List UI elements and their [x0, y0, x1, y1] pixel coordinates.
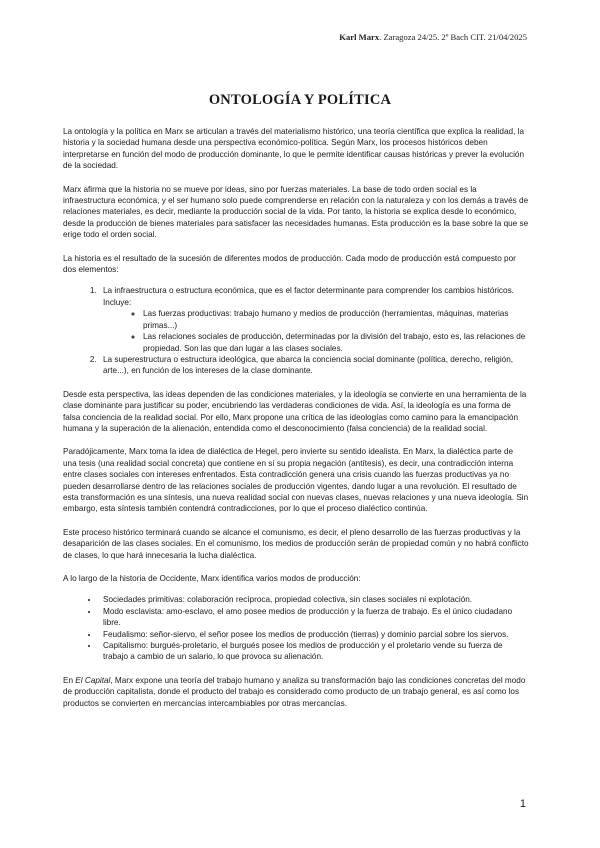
- modes-list: [63, 594, 529, 662]
- list-item-infrastructure: [99, 285, 529, 353]
- list-item-primitive: • Sociedades primitivas: colaboración recíproca, propiedad colectiva, sin clases sociales ni explotación.: [99, 594, 529, 605]
- paragraph-material-forces: Marx afirma que la historia no se mueve por ideas, sino por fuerzas materiales. La base de todo orden social es la infraestructura económica, y el ser humano solo puede comprenderse en relación con la naturaleza y con los demás a través de relaciones materiales, es decir, mediante la producción social de la vida. Por tanto, la historia se explica desde lo económico, desde la producción de bienes materiales para satisfacer las necesidades humanas. Esta producción es la base sobre la que se erige todo el orden social.: [63, 184, 529, 240]
- page-number: 1: [519, 798, 526, 810]
- sublist-item-productive-forces: ◦ Las fuerzas productivas: trabajo humano y medios de producción (herramientas, máquinas, materias primas...): [143, 308, 529, 331]
- capital-book-title: El Capital: [75, 675, 111, 685]
- elements-list: [63, 285, 529, 376]
- paragraph-dialectic: Paradójicamente, Marx toma la idea de dialéctica de Hegel, pero invierte su sentido idealista. En Marx, la dialéctica parte de una tesis (una realidad social concreta) que contiene en sí su propia negación (antítesis), es decir, una contradicción interna entre clases sociales con intereses enfrentados. Esta contradicción genera una crisis cuando las fuerzas productivas ya no pueden desarrollarse dentro de las relaciones sociales de producción vigentes, dando lugar a una revolución. El resultado de esta transformación es una síntesis, una nueva realidad social con nuevas clases, nuevas relaciones y una nueva ideología. Sin embargo, esta síntesis también contendrá contradicciones, por lo que el proceso dialéctico continúa.: [63, 447, 529, 514]
- paragraph-modes-intro: La historia es el resultado de la sucesión de diferentes modos de producción. Cada modo de producción está compuesto por dos elementos:: [63, 253, 516, 275]
- page-header: [339, 32, 527, 43]
- page-title: ONTOLOGÍA Y POLÍTICA: [208, 92, 392, 108]
- sublist: [103, 308, 529, 354]
- paragraph-communism: Este proceso histórico terminará cuando se alcance el comunismo, es decir, el pleno desarrollo de las fuerzas productivas y la desaparición de las clases sociales. En el comunismo, los medios de producción serán de propiedad común y no habrá conflicto de clases, lo que hará innecesaria la lucha dialéctica.: [63, 527, 529, 560]
- sublist-item-relations: ◦ Las relaciones sociales de producción, determinadas por la división del trabajo, esto es, las relaciones de propiedad. Son las que dan lugar a las clases sociales.: [143, 331, 529, 354]
- header-details: . Zaragoza 24/25. 2º Bach CIT. 21/04/2025: [379, 32, 527, 42]
- document-body: [63, 126, 529, 721]
- list-item-text: La infraestructura o estructura económica, que es el factor determinante para comprender los cambios históricos. Incluye:: [103, 286, 514, 307]
- list-item-capitalism: • Capitalismo: burgués-proletario, el burgués posee los medios de producción y el proletario vende su fuerza de trabajo a cambio de un salario, lo que provoca su alienación.: [99, 640, 529, 663]
- paragraph-ideology: Desde esta perspectiva, las ideas dependen de las condiciones materiales, y la ideología se convierte en una herramienta de la clase dominante para justificar su poder, encubriendo las verdaderas condiciones de vida. Así, la ideología es una forma de falsa conciencia de la realidad social. Por ello, Marx propone una crítica de las ideologías como camino para la emancipación humana y la superación de la alienación, entendida como el desconocimiento (falsa conciencia) de la realidad social.: [63, 389, 527, 433]
- paragraph-modes-list-intro: A lo largo de la historia de Occidente, Marx identifica varios modos de producción:: [63, 574, 361, 583]
- header-author: Karl Marx: [339, 32, 380, 42]
- paragraph-capital: [63, 675, 529, 709]
- capital-pre: En: [63, 675, 76, 685]
- paragraph-intro: La ontología y la política en Marx se articulan a través del materialismo histórico, una teoría científica que explica la realidad, la historia y la sociedad humana desde una perspectiva económico-política. Según Marx, los procesos históricos deben interpretarse en función del modo de producción dominante, lo que le permite identificar causas históricas y prever la evolución de la sociedad.: [63, 127, 525, 171]
- capital-post: , Marx expone una teoría del trabajo humano y analiza su transformación bajo las condiciones concretas del modo de producción capitalista, donde el producto del trabajo es considerado como producto de un trabajo general, es así como los productos se convierten en mercancías intercambiables por otras mercancías.: [63, 675, 526, 708]
- list-item-slavery: • Modo esclavista: amo-esclavo, el amo posee medios de producción y la fuerza de trabajo. Es el único ciudadano libre.: [99, 606, 529, 629]
- list-item-feudalism: • Feudalismo: señor-siervo, el señor posee los medios de producción (tierras) y dominio parcial sobre los siervos.: [99, 629, 529, 640]
- list-item-superstructure: 2. La superestructura o estructura ideológica, que abarca la conciencia social dominante (política, derecho, religión, arte...), en función de los intereses de la clase dominante.: [99, 354, 529, 377]
